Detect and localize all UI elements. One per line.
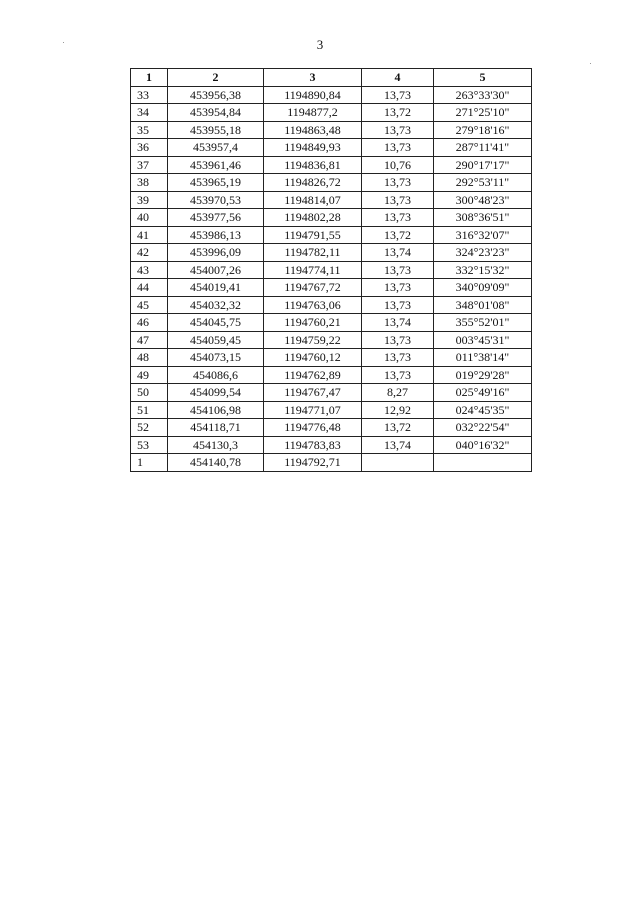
point-number-cell: 45: [131, 296, 168, 314]
x-coordinate-cell: 453957,4: [168, 139, 264, 157]
x-coordinate-cell: 453954,84: [168, 104, 264, 122]
distance-cell: 13,73: [362, 121, 434, 139]
table-row: [131, 436, 532, 454]
y-coordinate-cell: 1194762,89: [264, 366, 362, 384]
distance-cell: 13,73: [362, 366, 434, 384]
point-number-cell: 35: [131, 121, 168, 139]
x-coordinate-cell: 454032,32: [168, 296, 264, 314]
x-coordinate-cell: 454059,45: [168, 331, 264, 349]
y-coordinate-cell: 1194890,84: [264, 86, 362, 104]
distance-cell: 13,73: [362, 174, 434, 192]
page-number: 3: [316, 37, 324, 52]
bearing-cell: 348°01'08": [434, 296, 532, 314]
point-number-cell: 41: [131, 226, 168, 244]
y-coordinate-cell: 1194760,21: [264, 314, 362, 332]
table-row: [131, 314, 532, 332]
x-coordinate-cell: 454130,3: [168, 436, 264, 454]
bearing-cell: 308°36'51": [434, 209, 532, 227]
point-number-cell: 43: [131, 261, 168, 279]
table-row: [131, 209, 532, 227]
table-row: [131, 226, 532, 244]
y-coordinate-cell: 1194767,47: [264, 384, 362, 402]
bearing-cell: 279°18'16": [434, 121, 532, 139]
distance-cell: 13,73: [362, 296, 434, 314]
point-number-cell: 40: [131, 209, 168, 227]
distance-cell: 13,73: [362, 261, 434, 279]
bearing-cell: 292°53'11": [434, 174, 532, 192]
y-coordinate-cell: 1194774,11: [264, 261, 362, 279]
header-col-4: 4: [362, 69, 434, 87]
x-coordinate-cell: 454140,78: [168, 454, 264, 472]
bearing-cell: 324°23'23": [434, 244, 532, 262]
x-coordinate-cell: 453965,19: [168, 174, 264, 192]
y-coordinate-cell: 1194877,2: [264, 104, 362, 122]
y-coordinate-cell: 1194763,06: [264, 296, 362, 314]
distance-cell: 13,73: [362, 349, 434, 367]
point-number-cell: 53: [131, 436, 168, 454]
header-row: [131, 69, 532, 87]
bearing-cell: 003°45'31": [434, 331, 532, 349]
bearing-cell: 355°52'01": [434, 314, 532, 332]
table-row: [131, 366, 532, 384]
x-coordinate-cell: 453970,53: [168, 191, 264, 209]
y-coordinate-cell: 1194783,83: [264, 436, 362, 454]
table-row: [131, 104, 532, 122]
point-number-cell: 42: [131, 244, 168, 262]
x-coordinate-cell: 454086,6: [168, 366, 264, 384]
distance-cell: [362, 454, 434, 472]
distance-cell: 13,73: [362, 331, 434, 349]
distance-cell: 13,73: [362, 209, 434, 227]
scan-speck: [590, 63, 591, 64]
bearing-cell: 019°29'28": [434, 366, 532, 384]
table-row: [131, 401, 532, 419]
table-row: [131, 384, 532, 402]
point-number-cell: 52: [131, 419, 168, 437]
y-coordinate-cell: 1194771,07: [264, 401, 362, 419]
x-coordinate-cell: 453956,38: [168, 86, 264, 104]
table-row: [131, 156, 532, 174]
table-row: [131, 86, 532, 104]
point-number-cell: 44: [131, 279, 168, 297]
point-number-cell: 37: [131, 156, 168, 174]
distance-cell: 13,73: [362, 139, 434, 157]
distance-cell: 13,73: [362, 191, 434, 209]
point-number-cell: 48: [131, 349, 168, 367]
table-row: [131, 174, 532, 192]
distance-cell: 13,73: [362, 86, 434, 104]
y-coordinate-cell: 1194792,71: [264, 454, 362, 472]
bearing-cell: 300°48'23": [434, 191, 532, 209]
x-coordinate-cell: 454045,75: [168, 314, 264, 332]
distance-cell: 13,74: [362, 244, 434, 262]
point-number-cell: 50: [131, 384, 168, 402]
point-number-cell: 33: [131, 86, 168, 104]
header-col-5: 5: [434, 69, 532, 87]
point-number-cell: 36: [131, 139, 168, 157]
table-row: [131, 279, 532, 297]
bearing-cell: [434, 454, 532, 472]
point-number-cell: 46: [131, 314, 168, 332]
distance-cell: 13,73: [362, 279, 434, 297]
point-number-cell: 51: [131, 401, 168, 419]
point-number-cell: 47: [131, 331, 168, 349]
bearing-cell: 011°38'14": [434, 349, 532, 367]
x-coordinate-cell: 453955,18: [168, 121, 264, 139]
bearing-cell: 271°25'10": [434, 104, 532, 122]
distance-cell: 13,72: [362, 104, 434, 122]
table-row: [131, 139, 532, 157]
point-number-cell: 38: [131, 174, 168, 192]
distance-cell: 13,72: [362, 226, 434, 244]
distance-cell: 13,72: [362, 419, 434, 437]
y-coordinate-cell: 1194776,48: [264, 419, 362, 437]
table-row: [131, 191, 532, 209]
table-row: [131, 244, 532, 262]
x-coordinate-cell: 453977,56: [168, 209, 264, 227]
y-coordinate-cell: 1194863,48: [264, 121, 362, 139]
table-row: [131, 296, 532, 314]
table-row: [131, 121, 532, 139]
bearing-cell: 332°15'32": [434, 261, 532, 279]
distance-cell: 12,92: [362, 401, 434, 419]
table-body: [131, 86, 532, 471]
point-number-cell: 49: [131, 366, 168, 384]
y-coordinate-cell: 1194836,81: [264, 156, 362, 174]
point-number-cell: 39: [131, 191, 168, 209]
x-coordinate-cell: 454106,98: [168, 401, 264, 419]
distance-cell: 8,27: [362, 384, 434, 402]
table-row: [131, 261, 532, 279]
y-coordinate-cell: 1194760,12: [264, 349, 362, 367]
header-col-1: 1: [131, 69, 168, 87]
scan-speck: [63, 42, 64, 43]
header-col-2: 2: [168, 69, 264, 87]
y-coordinate-cell: 1194849,93: [264, 139, 362, 157]
distance-cell: 10,76: [362, 156, 434, 174]
y-coordinate-cell: 1194802,28: [264, 209, 362, 227]
bearing-cell: 040°16'32": [434, 436, 532, 454]
x-coordinate-cell: 453961,46: [168, 156, 264, 174]
bearing-cell: 340°09'09": [434, 279, 532, 297]
y-coordinate-cell: 1194759,22: [264, 331, 362, 349]
x-coordinate-cell: 454118,71: [168, 419, 264, 437]
point-number-cell: 34: [131, 104, 168, 122]
y-coordinate-cell: 1194782,11: [264, 244, 362, 262]
bearing-cell: 032°22'54": [434, 419, 532, 437]
table-row: [131, 349, 532, 367]
bearing-cell: 287°11'41": [434, 139, 532, 157]
coordinates-table: [130, 68, 532, 472]
table-row: [131, 419, 532, 437]
x-coordinate-cell: 453986,13: [168, 226, 264, 244]
x-coordinate-cell: 453996,09: [168, 244, 264, 262]
header-col-3: 3: [264, 69, 362, 87]
table-row: [131, 331, 532, 349]
x-coordinate-cell: 454007,26: [168, 261, 264, 279]
y-coordinate-cell: 1194814,07: [264, 191, 362, 209]
x-coordinate-cell: 454099,54: [168, 384, 264, 402]
bearing-cell: 316°32'07": [434, 226, 532, 244]
bearing-cell: 025°49'16": [434, 384, 532, 402]
y-coordinate-cell: 1194826,72: [264, 174, 362, 192]
y-coordinate-cell: 1194791,55: [264, 226, 362, 244]
bearing-cell: 290°17'17": [434, 156, 532, 174]
distance-cell: 13,74: [362, 314, 434, 332]
point-number-cell: 1: [131, 454, 168, 472]
distance-cell: 13,74: [362, 436, 434, 454]
y-coordinate-cell: 1194767,72: [264, 279, 362, 297]
x-coordinate-cell: 454073,15: [168, 349, 264, 367]
bearing-cell: 024°45'35": [434, 401, 532, 419]
bearing-cell: 263°33'30": [434, 86, 532, 104]
x-coordinate-cell: 454019,41: [168, 279, 264, 297]
table-row: [131, 454, 532, 472]
